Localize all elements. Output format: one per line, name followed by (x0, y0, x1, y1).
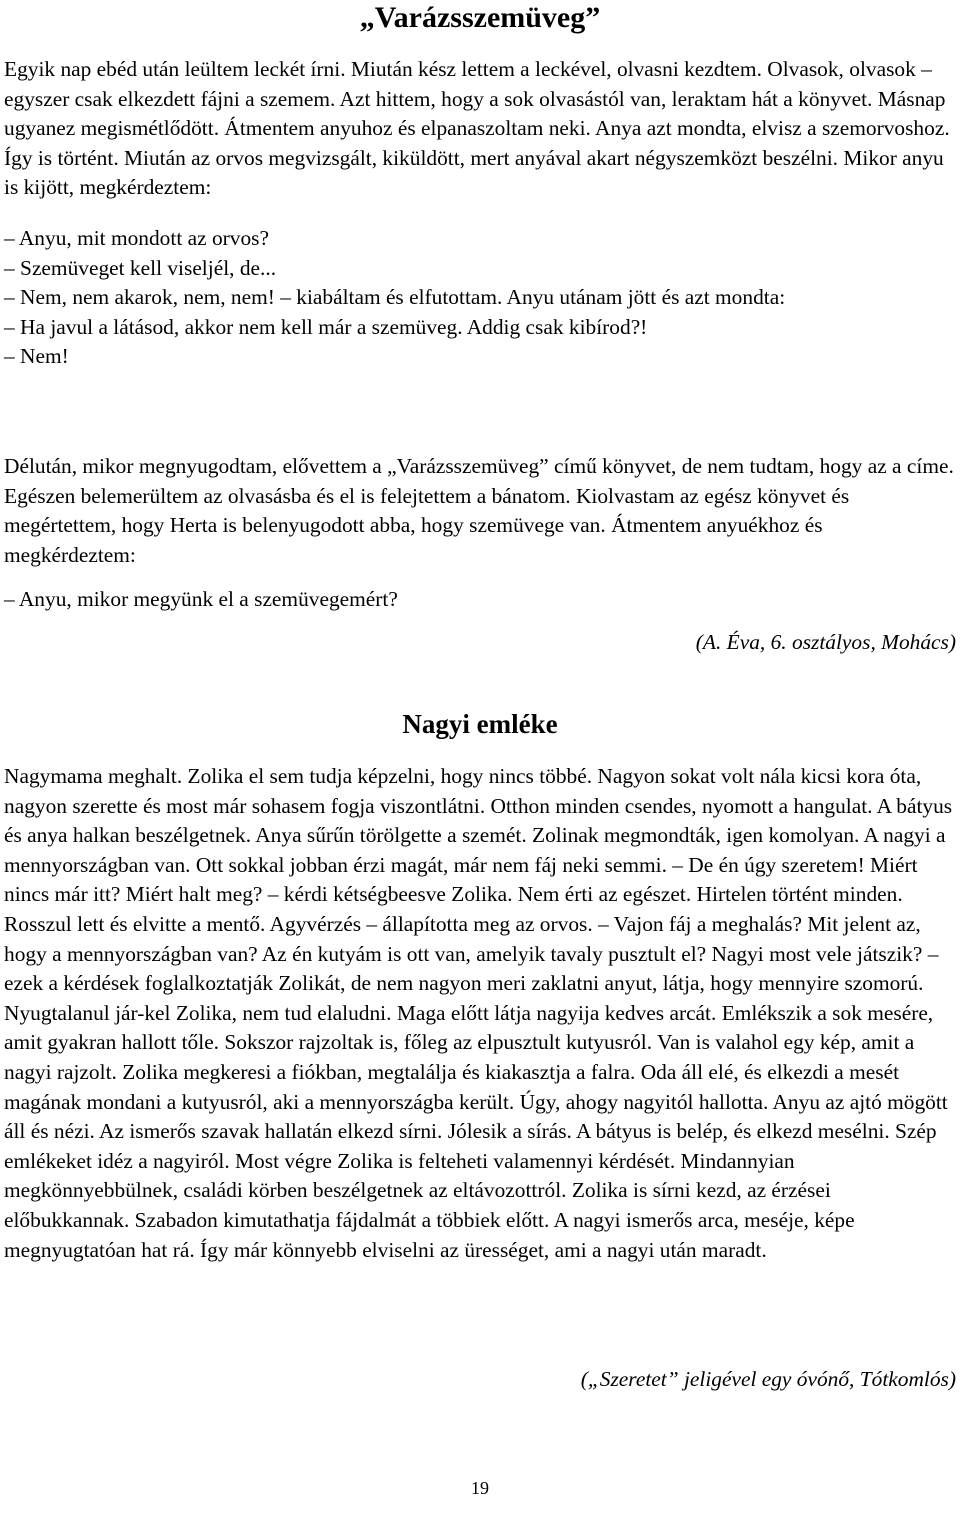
dialogue-block (4, 224, 956, 372)
page-number: 19 (471, 1478, 489, 1498)
author-signature: (A. Éva, 6. osztályos, Mohács) (695, 630, 956, 654)
story-outro (4, 452, 956, 570)
dialogue-line: – Nem, nem akarok, nem, nem! – kiabáltam és elfutottam. Anyu utánam jött és azt mondta: (4, 285, 786, 310)
dialogue-line: – Anyu, mit mondott az orvos? (4, 226, 269, 250)
story-title: Nagyi emléke (402, 709, 558, 739)
story-title: „Varázsszemüveg” (359, 1, 601, 34)
paragraph: Nagymama meghalt. Zolika el sem tudja képzelni, hogy nincs többé. Nagyon sokat volt nála kicsi kora óta, nagyon szerette és most már sohasem fogja viszontlátni. Otthon minden csendes, nyomott a hangulat. A bátyus és anya halkan beszélgetnek. Anya sűrűn törölgette a szemét. Zolinak megmondták, igen komolyan. A nagyi a mennyországban van. Ott sokkal jobban érzi magát, már nem fáj neki semmi. – De én úgy szeretem! Miért nincs már itt? Miért halt meg? – kérdi kétségbeesve Zolika. Nem érti az egészet. Hirtelen történt minden. Rosszul lett és elvitte a mentő. Agyvérzés – állapította meg az orvos. – Vajon fáj a meghalás? Mit jelent az, hogy a mennyországban van? Az én kutyám is ott van, amelyik tavaly pusztult el? Nagyi most vele játszik? – ezek a kérdések foglalkoztatják Zolikát, de nem nagyon meri zaklatni anyut, látja, hogy mennyire szomorú. Nyugtalanul jár-kel Zolika, nem tud elaludni. Maga előtt látja nagyija kedves arcát. Emlékszik a sok mesére, amit gyakran hallott tőle. Sokszor rajzoltak is, főleg az elpusztult kutyusról. Van is valahol egy kép, amit a nagyi rajzolt. Zolika megkeresi a fiókban, megtalálja és kiakasztja a falra. Oda áll elé, és elkezdi a mesét magának mondani a kutyusról, aki a mennyországba került. Úgy, ahogy nagyitól hallotta. Anyu az ajtó mögött áll és nézi. Az ismerős szavak hallatán elkezd sírni. Jólesik a sírás. A bátyus is belép, és elkezd mesélni. Szép emlékeket idéz a nagyiról. Most végre Zolika is felteheti valamennyi kérdését. Mindannyian megkönnyebbülnek, családi körben beszélgetnek az eltávozottról. Zolika is sírni kezd, az érzései előbukkannak. Szabadon kimutathatja fájdalmát a többiek előtt. A nagyi ismerős arca, meséje, képe megnyugtatóan hat rá. Így már könnyebb elviselni az ürességet, ami a nagyi után maradt. (4, 764, 953, 1262)
story-intro (4, 55, 956, 203)
dialogue-line: – Szemüveget kell viseljél, de... (4, 255, 277, 280)
dialogue-line: – Anyu, mikor megyünk el a szemüvegemért? (4, 587, 398, 611)
final-dialogue-block (4, 585, 956, 615)
dialogue-line: – Ha javul a látásod, akkor nem kell már a szemüveg. Addig csak kibírod?! (4, 314, 648, 339)
author-signature: („Szeretet” jeligével egy óvónő, Tótkomlós) (580, 1367, 956, 1391)
story-body (4, 762, 956, 1265)
dialogue-line: – Nem! (4, 344, 69, 369)
paragraph: Egyik nap ebéd után leültem leckét írni. Miután kész lettem a leckével, olvasni kezdtem. Olvasok, olvasok – egyszer csak elkezdett fájni a szemem. Azt hittem, hogy a sok olvasástól van, leraktam hát a könyvet. Másnap ugyanez megismétlődött. Átmentem anyuhoz és elpanaszoltam neki. Anya azt mondta, elvisz a szemorvoshoz. Így is történt. Miután az orvos megvizsgált, kiküldött, mert anyával akart négyszemközt beszélni. Mikor anyu is kijött, megkérdeztem: (4, 57, 950, 200)
paragraph: Délután, mikor megnyugodtam, elővettem a „Varázsszemüveg” című könyvet, de nem tudtam, hogy az a címe. Egészen belemerültem az olvasásba és el is felejtettem a bánatom. Kiolvastam az egész könyvet és megértettem, hogy Herta is belenyugodott abba, hogy szemüvege van. Átmentem anyuékhoz és megkérdeztem: (4, 454, 954, 567)
